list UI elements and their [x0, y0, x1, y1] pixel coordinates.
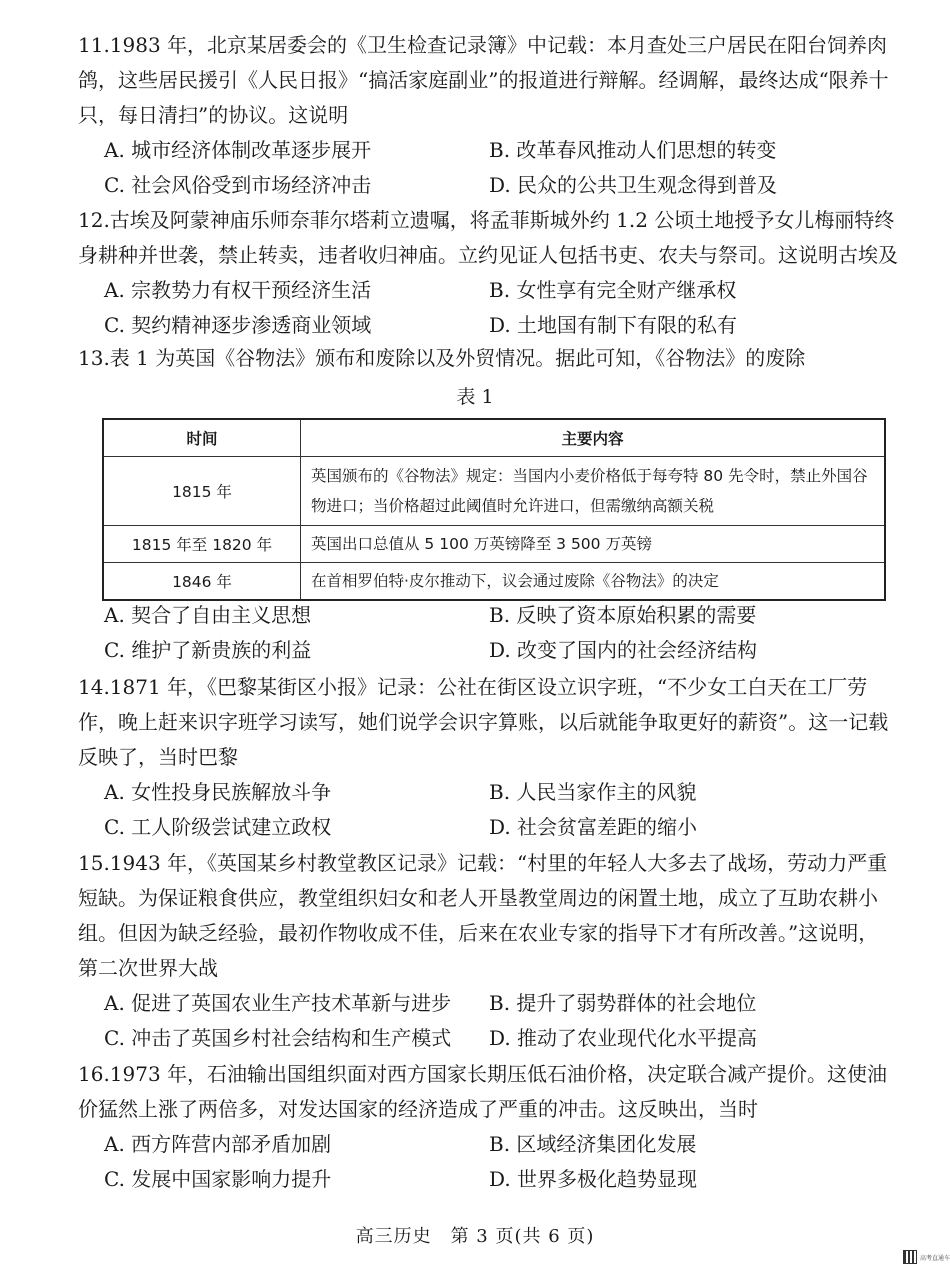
row-time: 1815 年至 1820 年 [103, 526, 301, 563]
corn-law-table [102, 418, 886, 601]
question-13 [78, 341, 898, 376]
option-a[interactable]: A. 宗教势力有权干预经济生活 [104, 278, 372, 302]
option-d[interactable]: D. 社会贫富差距的缩小 [489, 815, 698, 839]
question-15 [78, 846, 898, 1056]
option-a[interactable]: A. 促进了英国农业生产技术革新与进步 [104, 991, 452, 1015]
question-13-options [78, 598, 898, 668]
question-stem: 16.1973 年，石油输出国组织面对西方国家长期压低石油价格，决定联合减产提价。这使油价猛然上涨了两倍多，对发达国家的经济造成了严重的冲击。这反映出，当时 [78, 1062, 888, 1121]
row-content: 在首相罗伯特·皮尔推动下，议会通过废除《谷物法》的决定 [301, 563, 886, 601]
options [104, 986, 898, 1056]
options [104, 598, 898, 668]
question-stem: 14.1871 年，《巴黎某街区小报》记录：公社在街区设立识字班，“不少女工白天在工厂劳作，晚上赶来识字班学习读写，她们说学会识字算账，以后就能争取更好的薪资”。这一记载反映了，当时巴黎 [78, 675, 889, 769]
option-b[interactable]: B. 改革春风推动人们思想的转变 [489, 138, 777, 162]
question-14 [78, 670, 898, 845]
watermark-text: 高考直通车 [920, 1254, 950, 1262]
question-stem: 12.古埃及阿蒙神庙乐师奈菲尔塔莉立遗嘱，将孟菲斯城外约 1.2 公顷土地授予女儿梅丽特终身耕种并世袭，禁止转卖，违者收归神庙。立约见证人包括书吏、农夫与祭司。这说明古埃及 [78, 208, 898, 267]
option-d[interactable]: D. 土地国有制下有限的私有 [489, 313, 738, 337]
header-content: 主要内容 [301, 419, 886, 457]
option-b[interactable]: B. 人民当家作主的风貌 [489, 780, 697, 804]
option-d[interactable]: D. 世界多极化趋势显现 [489, 1167, 698, 1191]
option-d[interactable]: D. 推动了农业现代化水平提高 [489, 1026, 758, 1050]
option-b[interactable]: B. 女性享有完全财产继承权 [489, 278, 737, 302]
option-d[interactable]: D. 民众的公共卫生观念得到普及 [489, 173, 778, 197]
option-a[interactable]: A. 女性投身民族解放斗争 [104, 780, 332, 804]
option-c[interactable]: C. 社会风俗受到市场经济冲击 [104, 173, 372, 197]
option-c[interactable]: C. 维护了新贵族的利益 [104, 638, 312, 662]
option-c[interactable]: C. 契约精神逐步渗透商业领域 [104, 313, 372, 337]
options [104, 273, 898, 343]
question-stem: 13.表 1 为英国《谷物法》颁布和废除以及外贸情况。据此可知，《谷物法》的废除 [78, 346, 806, 370]
question-stem: 15.1943 年，《英国某乡村教堂教区记录》记载：“村里的年轻人大多去了战场，劳动力严重短缺。为保证粮食供应，教堂组织妇女和老人开垦教堂周边的闲置土地，成立了互助农耕小组。但因为缺乏经验，最初作物收成不佳，后来在农业专家的指导下才有所改善。”这说明，第二次世界大战 [78, 851, 888, 980]
option-d[interactable]: D. 改变了国内的社会经济结构 [489, 638, 758, 662]
option-c[interactable]: C. 冲击了英国乡村社会结构和生产模式 [104, 1026, 452, 1050]
row-time: 1815 年 [103, 457, 301, 526]
question-12 [78, 203, 898, 343]
option-b[interactable]: B. 提升了弱势群体的社会地位 [489, 991, 757, 1015]
row-time: 1846 年 [103, 563, 301, 601]
options [104, 133, 898, 203]
table-row [103, 526, 885, 563]
options [104, 1127, 898, 1197]
watermark-logo [903, 1250, 950, 1264]
option-c[interactable]: C. 工人阶级尝试建立政权 [104, 815, 332, 839]
table-header-row [103, 419, 885, 457]
table-row [103, 457, 885, 526]
question-11 [78, 28, 898, 203]
page-footer: 高三历史 第 3 页(共 6 页) [355, 1226, 595, 1247]
option-c[interactable]: C. 发展中国家影响力提升 [104, 1167, 332, 1191]
option-a[interactable]: A. 契合了自由主义思想 [104, 603, 312, 627]
option-a[interactable]: A. 城市经济体制改革逐步展开 [104, 138, 372, 162]
qr-code-icon [903, 1250, 917, 1264]
row-content: 英国出口总值从 5 100 万英镑降至 3 500 万英镑 [301, 526, 886, 563]
question-16 [78, 1057, 898, 1197]
option-a[interactable]: A. 西方阵营内部矛盾加剧 [104, 1132, 332, 1156]
question-stem: 11.1983 年，北京某居委会的《卫生检查记录簿》中记载：本月查处三户居民在阳台饲养肉鸽，这些居民援引《人民日报》“搞活家庭副业”的报道进行辩解。经调解，最终达成“限养十只，每日清扫”的协议。这说明 [78, 33, 889, 127]
option-b[interactable]: B. 反映了资本原始积累的需要 [489, 603, 757, 627]
table-row [103, 563, 885, 601]
table-caption: 表 1 [456, 386, 494, 408]
option-b[interactable]: B. 区域经济集团化发展 [489, 1132, 697, 1156]
options [104, 775, 898, 845]
header-time: 时间 [103, 419, 301, 457]
row-content: 英国颁布的《谷物法》规定：当国内小麦价格低于每夸特 80 先令时，禁止外国谷物进口；当价格超过此阈值时允许进口，但需缴纳高额关税 [301, 457, 886, 526]
